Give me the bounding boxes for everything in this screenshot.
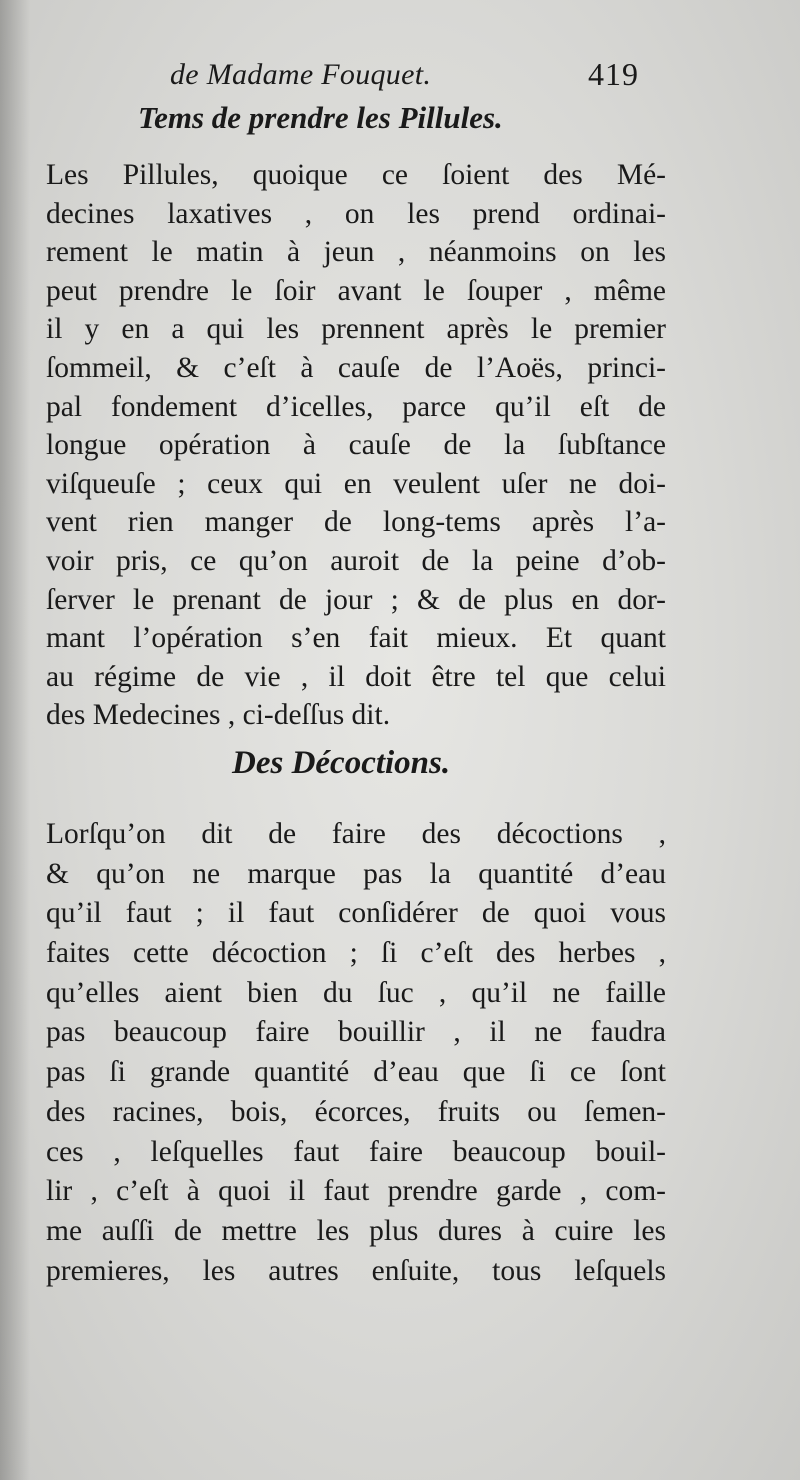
section-title-pills: Tems de prendre les Pillules.	[138, 100, 503, 135]
text-line: & qu’on ne marque pas la quantité d’eau	[46, 857, 666, 890]
text-line: ſerver le prenant de jour ; & de plus en dor-	[46, 583, 666, 616]
text-line: viſqueuſe ; ceux qui en veulent uſer ne doi-	[46, 467, 666, 500]
text-line: peut prendre le ſoir avant le ſouper , même	[46, 274, 666, 307]
running-head: de Madame Fouquet.	[170, 58, 432, 91]
text-line: pal fondement d’icelles, parce qu’il eſt de	[46, 390, 666, 423]
section-title-decoctions: Des Décoctions.	[232, 745, 451, 781]
text-line: Les Pillules, quoique ce ſoient des Mé-	[46, 159, 666, 191]
text-line: longue opération à cauſe de la ſubſtance	[46, 429, 666, 462]
text-line: des Medecines , ci-deſſus dit.	[46, 699, 391, 732]
text-line: lir , c’eſt à quoi il faut prendre garde , com-	[46, 1175, 666, 1208]
text-line: ces , leſquelles faut faire beaucoup bouil-	[46, 1135, 666, 1168]
text-line: mant l’opération s’en fait mieux. Et quant	[46, 622, 666, 655]
text-line: qu’il faut ; il faut conſidérer de quoi vous	[46, 897, 666, 930]
text-line: voir pris, ce qu’on auroit de la peine d’ob-	[46, 544, 666, 577]
text-line: qu’elles aient bien du ſuc , qu’il ne faille	[46, 976, 666, 1009]
binding-shadow	[0, 0, 30, 1480]
text-line: des racines, bois, écorces, fruits ou ſemen-	[46, 1095, 666, 1128]
text-line: premieres, les autres enſuite, tous leſquels	[46, 1254, 666, 1287]
text-line: ſommeil, & c’eſt à cauſe de l’Aoës, princi-	[46, 351, 666, 384]
paragraph-decoctions	[46, 815, 666, 1291]
text-line: il y en a qui les prennent après le premier	[46, 313, 666, 346]
text-line: vent rien manger de long-tems après l’a-	[46, 506, 666, 539]
text-line: me auſſi de mettre les plus dures à cuire les	[46, 1214, 666, 1247]
text-line: decines laxatives , on les prend ordinai-	[46, 197, 666, 230]
page-number: 419	[588, 56, 639, 92]
text-line: faites cette décoction ; ſi c’eſt des herbes ,	[46, 937, 666, 970]
text-line: rement le matin à jeun , néanmoins on les	[46, 236, 666, 269]
paragraph-pills	[46, 156, 666, 735]
text-line: pas ſi grande quantité d’eau que ſi ce ſont	[46, 1056, 666, 1089]
text-line: Lorſqu’on dit de faire des décoctions ,	[46, 818, 666, 850]
text-line: pas beaucoup faire bouillir , il ne faudra	[46, 1016, 666, 1049]
text-line: au régime de vie , il doit être tel que celui	[46, 660, 666, 693]
